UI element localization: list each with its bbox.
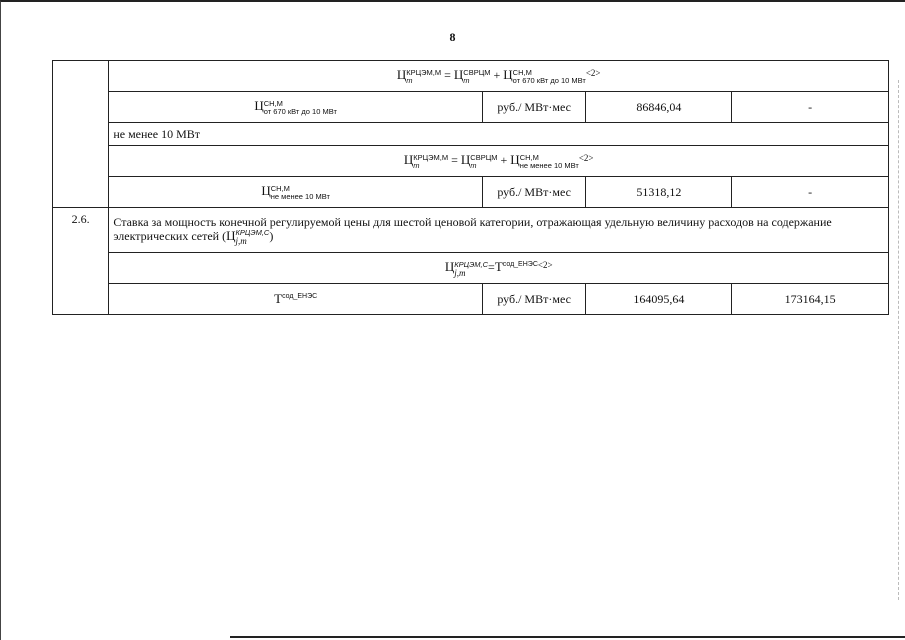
- equals-sign: =: [451, 153, 458, 168]
- value-cell: 86846,04: [586, 92, 732, 123]
- superscript: КРЦЭМ,М: [413, 152, 449, 162]
- superscript: сод_ЕНЭС: [502, 261, 538, 269]
- superscript: СН,М: [512, 67, 532, 77]
- value-cell: -: [732, 92, 889, 123]
- closing-paren: ): [269, 228, 274, 243]
- symbol: Ц: [444, 259, 455, 275]
- table-row: [53, 146, 889, 177]
- symbol: Ц: [460, 152, 471, 168]
- footnote-ref: <2>: [578, 153, 594, 164]
- item-description: [109, 208, 889, 253]
- table-row: [53, 177, 889, 208]
- table-row: [53, 253, 889, 284]
- parameter-cell: [109, 92, 483, 123]
- superscript: СН,М: [263, 98, 283, 108]
- superscript: СВРЦМ: [470, 152, 498, 162]
- value-cell: -: [732, 177, 889, 208]
- unit-cell: руб./ МВт·мес: [482, 284, 585, 315]
- symbol: Ц: [453, 67, 464, 83]
- item-number-cell: [53, 61, 109, 208]
- symbol: Ц: [261, 183, 271, 199]
- symbol: Т: [494, 259, 503, 275]
- superscript: СН,М: [519, 152, 539, 162]
- symbol: Ц: [396, 67, 407, 83]
- superscript: сод_ЕНЭС: [282, 293, 318, 300]
- subscript: m: [470, 160, 477, 170]
- formula-cell: [109, 146, 889, 177]
- plus-sign: +: [493, 68, 501, 83]
- footnote-ref: <2>: [585, 68, 601, 79]
- equals-sign: =: [444, 68, 451, 83]
- parameter-cell: [109, 284, 483, 315]
- formula-cell: [109, 61, 889, 92]
- symbol: Т: [274, 291, 283, 306]
- tariff-table: [52, 60, 889, 315]
- symbol: Ц: [403, 152, 414, 168]
- equals-sign: =: [488, 260, 495, 275]
- table-row: [53, 284, 889, 315]
- scan-edge: [897, 80, 899, 600]
- subscript: m: [413, 160, 420, 170]
- table-row: [53, 123, 889, 146]
- superscript: КРЦЭМ,С: [454, 259, 489, 269]
- unit-cell: руб./ МВт·мес: [482, 92, 585, 123]
- table-row: [53, 208, 889, 253]
- superscript: КРЦЭМ,М: [406, 67, 442, 77]
- value-cell: 173164,15: [732, 284, 889, 315]
- superscript: СН,М: [270, 183, 290, 193]
- symbol: Ц: [254, 98, 264, 114]
- table-row: [53, 92, 889, 123]
- parameter-cell: [109, 177, 483, 208]
- value-cell: 51318,12: [586, 177, 732, 208]
- subscript: m: [463, 75, 470, 85]
- symbol: Ц: [226, 227, 236, 243]
- item-number: 2.6.: [53, 208, 109, 315]
- symbol: Ц: [503, 67, 513, 83]
- description-text: Ставка за мощность конечной регулируемой цены для шестой ценовой категории, отражающая удельную величину расходов на содержание электрических сетей (: [113, 214, 832, 243]
- subscript: не менее 10 МВт: [519, 160, 579, 170]
- page-number: 8: [449, 30, 456, 44]
- subscript: не менее 10 МВт: [270, 191, 330, 201]
- subscript: от 670 кВт до 10 МВт: [263, 106, 337, 116]
- plus-sign: +: [500, 153, 508, 168]
- superscript: КРЦЭМ,С: [235, 228, 270, 238]
- formula-cell: [109, 253, 889, 284]
- superscript: СВРЦМ: [463, 67, 491, 77]
- unit-cell: руб./ МВт·мес: [482, 177, 585, 208]
- symbol: Ц: [510, 152, 520, 168]
- scan-edge: [230, 636, 905, 638]
- subscript: j,m: [235, 236, 247, 247]
- subscript: от 670 кВт до 10 МВт: [512, 75, 586, 85]
- subscript: m: [406, 75, 413, 85]
- subscript: j,m: [454, 267, 466, 278]
- section-label: не менее 10 МВт: [109, 123, 889, 146]
- table-row: [53, 61, 889, 92]
- value-cell: 164095,64: [586, 284, 732, 315]
- footnote-ref: <2>: [537, 260, 553, 271]
